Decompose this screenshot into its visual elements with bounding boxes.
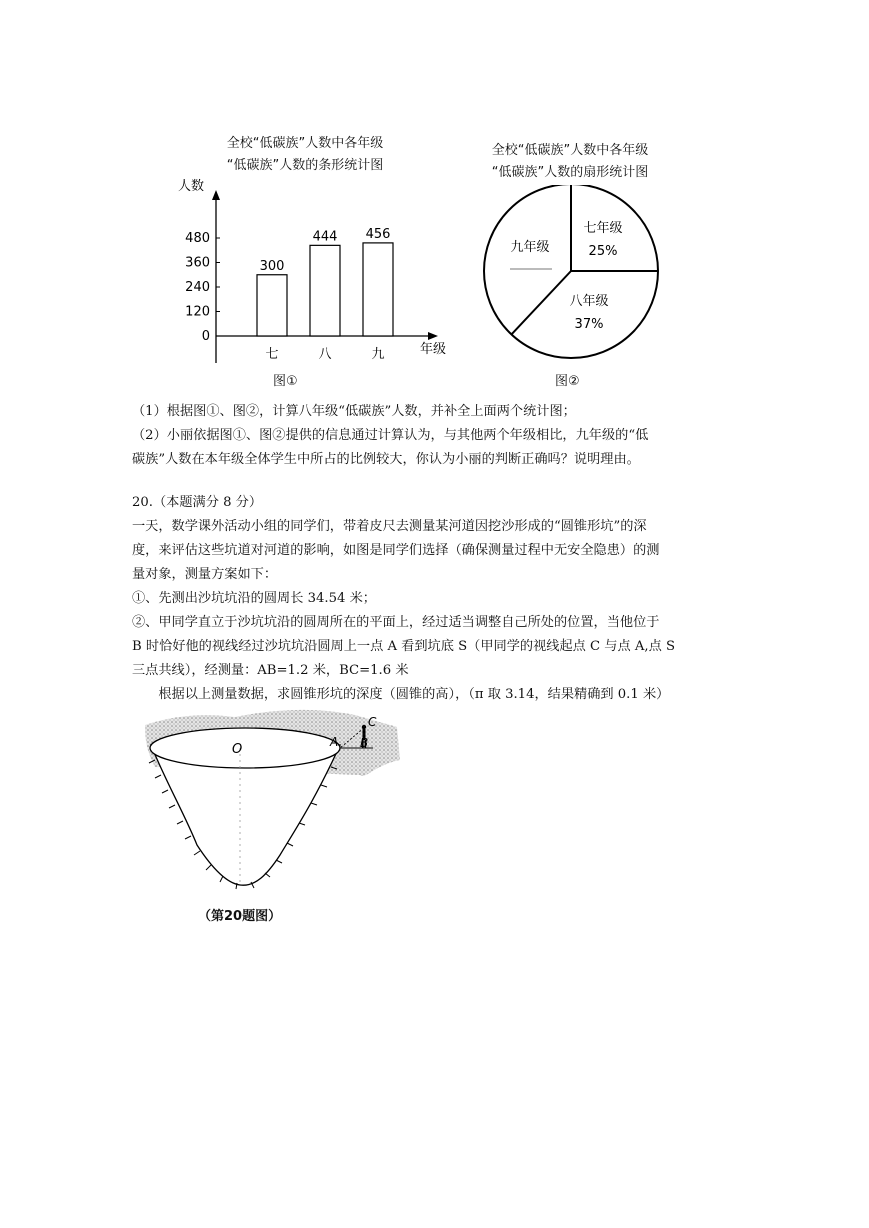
label-C: C [368, 715, 377, 729]
q19-part2-line2: 碳族”人数在本年级全体学生中所占的比例较大，你认为小丽的判断正确吗？说明理由。 [132, 452, 640, 467]
q20-line-8: 根据以上测量数据，求圆锥形坑的深度（圆锥的高），（π 取 3.14，结果精确到 0.1 米） [132, 687, 670, 702]
bar-x-axis-label: 年级 [420, 342, 447, 357]
q20-header: 20.（本题满分 8 分） [132, 495, 263, 510]
y-tick-label-120: 120 [185, 304, 210, 320]
pie-label-grade7: 七年级 [583, 221, 623, 236]
label-B: B [360, 736, 369, 750]
bar-value-label-3: 456 [365, 226, 391, 242]
q20-line-5: ②、甲同学直立于沙坑坑沿的圆周所在的平面上，经过适当调整自己所处的位置，当他位于 [132, 615, 660, 630]
bar-3 [363, 243, 393, 336]
bar-chart-title-line2: “低碳族”人数的条形统计图 [226, 158, 384, 173]
figure-20-caption: （第20题图） [198, 909, 282, 924]
pie-chart-title-line2: “低碳族”人数的扇形统计图 [491, 165, 649, 180]
bar-chart-title-line1: 全校“低碳族”人数中各年级 [226, 136, 384, 151]
pie-pct-grade7: 25% [588, 244, 618, 259]
label-O: O [232, 742, 243, 757]
pie-label-grade9: 九年级 [510, 240, 550, 255]
bar-value-label-2: 444 [312, 229, 338, 245]
pie-label-grade8: 八年级 [569, 294, 609, 309]
q20-line-2: 度，来评估这些坑道对河道的影响，如图是同学们选择（确保测量过程中无安全隐患）的测 [132, 543, 660, 558]
x-tick-label-3: 九 [371, 347, 385, 362]
pie-pct-grade8: 37% [574, 317, 604, 332]
pie-chart-caption: 图② [555, 374, 580, 389]
cone-pit-figure [135, 705, 410, 930]
pie-chart-title-line1: 全校“低碳族”人数中各年级 [491, 143, 649, 158]
bar-y-axis-label: 人数 [178, 179, 205, 194]
bar-1 [257, 275, 287, 336]
pit-rim [150, 728, 340, 768]
y-tick-label-0: 0 [201, 329, 210, 344]
q19-part2-line1: （2）小丽依据图①、图②提供的信息通过计算认为，与其他两个年级相比，九年级的“低 [132, 428, 649, 443]
y-tick-label-360: 360 [185, 255, 210, 271]
q20-line-6: B 时恰好他的视线经过沙坑坑沿圆周上一点 A 看到坑底 S（甲同学的视线起点 C 与点 A,点 S [132, 639, 675, 654]
bar-chart-caption: 图① [273, 374, 298, 389]
q20-line-7: 三点共线），经测量：AB=1.2 米，BC=1.6 米 [132, 663, 409, 678]
bar-value-label-1: 300 [259, 258, 285, 274]
pie-chart-title [465, 140, 675, 184]
q20-line-4: ①、先测出沙坑坑沿的圆周长 34.54 米； [132, 591, 376, 606]
q20-line-3: 量对象，测量方案如下： [132, 567, 278, 582]
label-A: A [330, 735, 339, 749]
x-tick-label-2: 八 [318, 347, 332, 362]
bar-chart [160, 170, 460, 370]
y-tick-label-240: 240 [185, 280, 210, 295]
pie-chart [480, 185, 670, 365]
y-tick-label-480: 480 [185, 231, 210, 246]
q19-part1: （1）根据图①、图②，计算八年级“低碳族”人数，并补全上面两个统计图； [132, 404, 576, 419]
x-tick-label-1: 七 [265, 347, 279, 362]
bar-2 [310, 245, 340, 336]
q20-line-1: 一天，数学课外活动小组的同学们，带着皮尺去测量某河道因挖沙形成的“圆锥形坑”的深 [132, 519, 647, 534]
